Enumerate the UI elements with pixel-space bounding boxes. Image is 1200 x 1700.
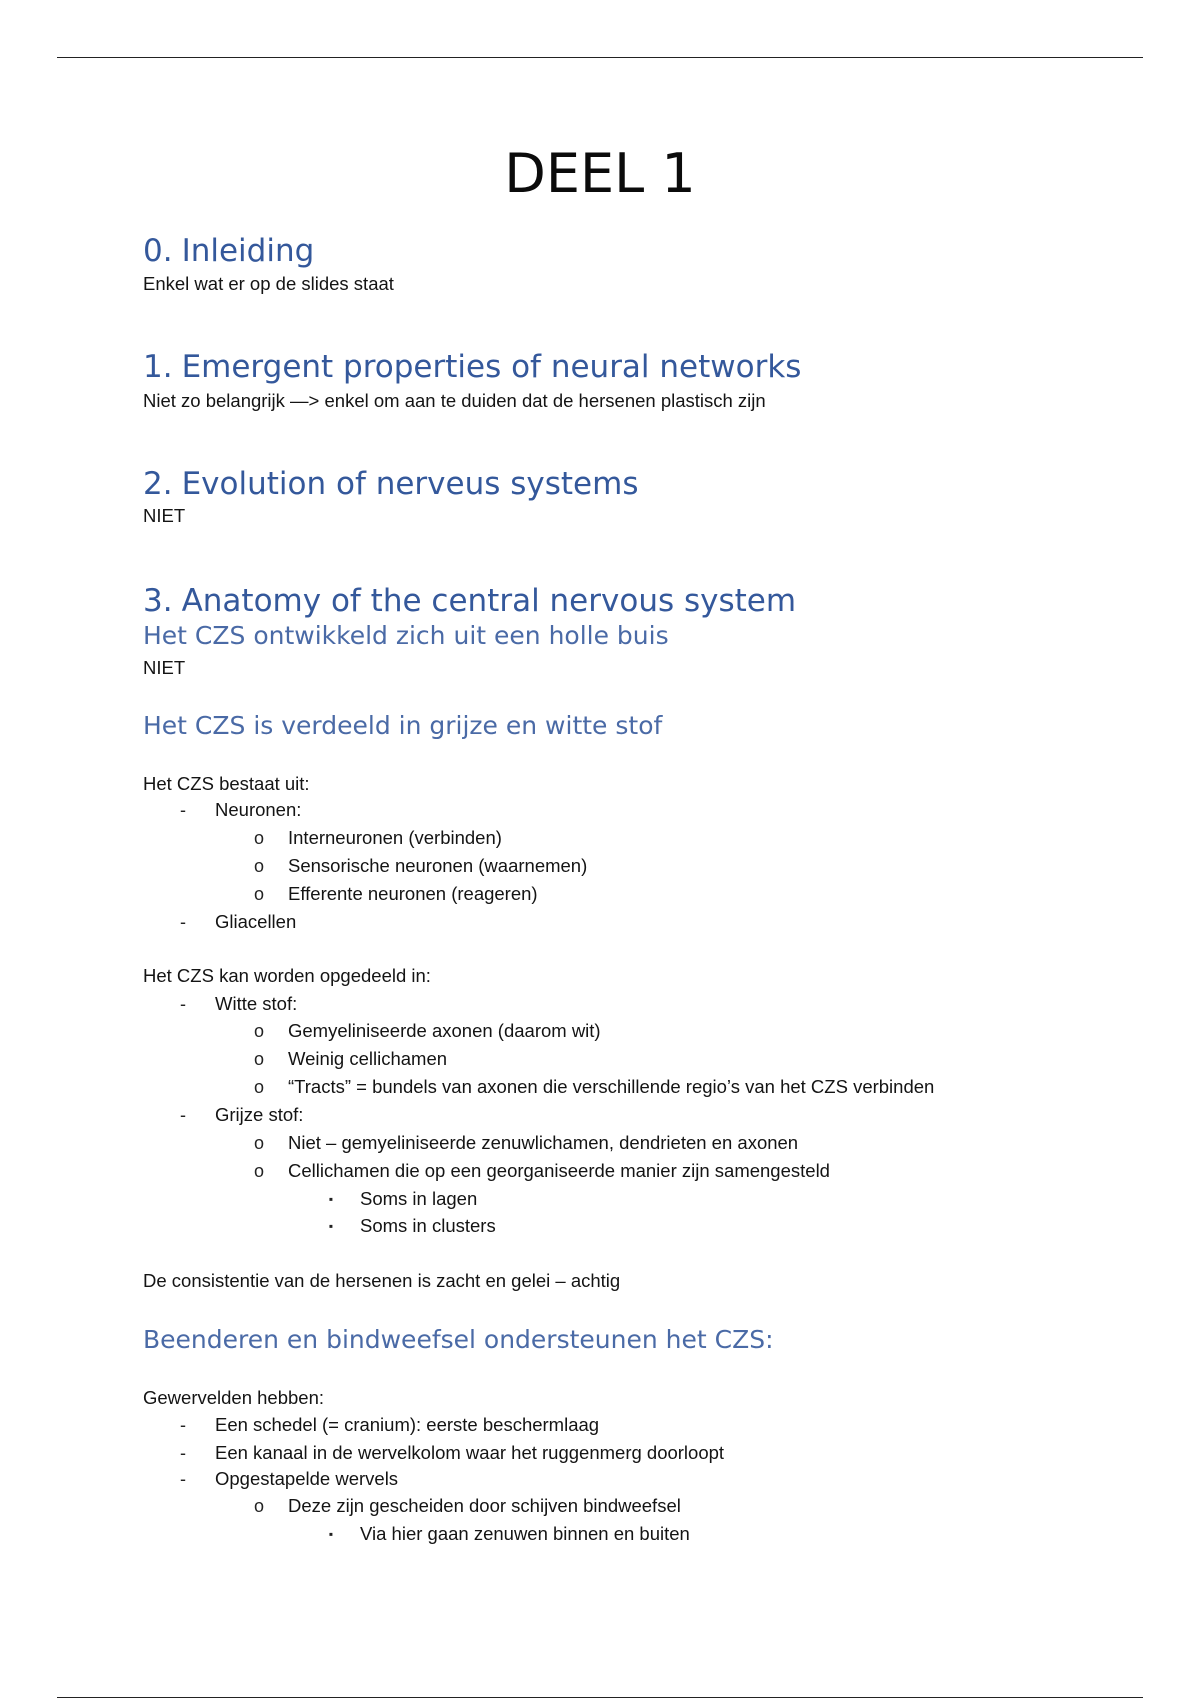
subheading-holle-buis: Het CZS ontwikkeld zich uit een holle buis <box>143 621 669 650</box>
inleiding-text: Enkel wat er op de slides staat <box>143 273 394 294</box>
list-item-soms-in-lagen: Soms in lagen <box>360 1188 478 1209</box>
circle-bullet: o <box>253 1133 264 1153</box>
czs-bestaat-uit: Het CZS bestaat uit: <box>143 773 310 794</box>
heading-emergent-properties <box>143 348 801 386</box>
list-item-gemyeliniseerde: Gemyeliniseerde axonen (daarom wit) <box>288 1020 601 1041</box>
heading-text: Evolution of nerveus systems <box>181 466 639 502</box>
holle-buis-text: NIET <box>143 657 186 678</box>
list-item-schedel: Een schedel (= cranium): eerste beschermlaag <box>215 1414 600 1435</box>
dash-bullet: - <box>180 1105 186 1125</box>
square-bullet: ▪ <box>328 1219 334 1233</box>
circle-bullet: o <box>253 856 264 876</box>
circle-bullet: o <box>253 1049 264 1069</box>
list-item-weinig-cellichamen: Weinig cellichamen <box>288 1048 448 1069</box>
consistentie-text: De consistentie van de hersenen is zacht en gelei – achtig <box>143 1270 621 1291</box>
document-title: DEEL 1 <box>504 142 696 205</box>
list-item-gliacellen: Gliacellen <box>215 911 297 932</box>
subheading-grijze-witte-stof: Het CZS is verdeeld in grijze en witte stof <box>143 711 663 740</box>
list-item-soms-in-clusters: Soms in clusters <box>360 1215 496 1236</box>
dash-bullet: - <box>180 1443 186 1463</box>
list-item-opgestapelde-wervels: Opgestapelde wervels <box>215 1468 399 1489</box>
dash-bullet: - <box>180 994 186 1014</box>
subheading-beenderen: Beenderen en bindweefsel ondersteunen het CZS: <box>143 1325 774 1354</box>
heading-text: Inleiding <box>181 233 315 269</box>
list-item-niet-gemyeliniseerde: Niet – gemyeliniseerde zenuwlichamen, dendrieten en axonen <box>288 1132 799 1153</box>
heading-text: Emergent properties of neural networks <box>181 349 802 385</box>
circle-bullet: o <box>253 1077 264 1097</box>
dash-bullet: - <box>180 1469 186 1489</box>
dash-bullet: - <box>180 912 186 932</box>
circle-bullet: o <box>253 1496 264 1516</box>
heading-inleiding <box>143 232 314 270</box>
circle-bullet: o <box>253 884 264 904</box>
list-item-neuronen: Neuronen: <box>215 799 302 820</box>
gewervelden-hebben: Gewervelden hebben: <box>143 1387 325 1408</box>
list-item-zenuwen-binnen-buiten: Via hier gaan zenuwen binnen en buiten <box>360 1523 690 1544</box>
footer-rule <box>57 1697 1143 1698</box>
heading-text: Anatomy of the central nervous system <box>181 583 797 619</box>
list-item-sensorische: Sensorische neuronen (waarnemen) <box>288 855 588 876</box>
czs-opgedeeld-in: Het CZS kan worden opgedeeld in: <box>143 965 431 986</box>
heading-evolution <box>143 465 638 503</box>
square-bullet: ▪ <box>328 1527 334 1541</box>
heading-anatomy <box>143 582 796 620</box>
list-item-interneuronen: Interneuronen (verbinden) <box>288 827 502 848</box>
dash-bullet: - <box>180 1415 186 1435</box>
heading-number: 2. <box>143 466 173 502</box>
list-item-witte-stof: Witte stof: <box>215 993 298 1014</box>
circle-bullet: o <box>253 1161 264 1181</box>
list-item-tracts: “Tracts” = bundels van axonen die verschillende regio’s van het CZS verbinden <box>288 1076 935 1097</box>
list-item-efferente: Efferente neuronen (reageren) <box>288 883 538 904</box>
list-item-schijven-bindweefsel: Deze zijn gescheiden door schijven bindweefsel <box>288 1495 681 1516</box>
heading-number: 0. <box>143 233 173 269</box>
circle-bullet: o <box>253 1021 264 1041</box>
header-rule <box>57 57 1143 58</box>
dash-bullet: - <box>180 800 186 820</box>
evolution-text: NIET <box>143 505 186 526</box>
square-bullet: ▪ <box>328 1192 334 1206</box>
emergent-properties-text: Niet zo belangrijk —> enkel om aan te duiden dat de hersenen plastisch zijn <box>143 390 766 411</box>
heading-number: 3. <box>143 583 173 619</box>
circle-bullet: o <box>253 828 264 848</box>
list-item-kanaal: Een kanaal in de wervelkolom waar het ruggenmerg doorloopt <box>215 1442 725 1463</box>
list-item-cellichamen-georganiseerd: Cellichamen die op een georganiseerde manier zijn samengesteld <box>288 1160 830 1181</box>
heading-number: 1. <box>143 349 173 385</box>
list-item-grijze-stof: Grijze stof: <box>215 1104 304 1125</box>
